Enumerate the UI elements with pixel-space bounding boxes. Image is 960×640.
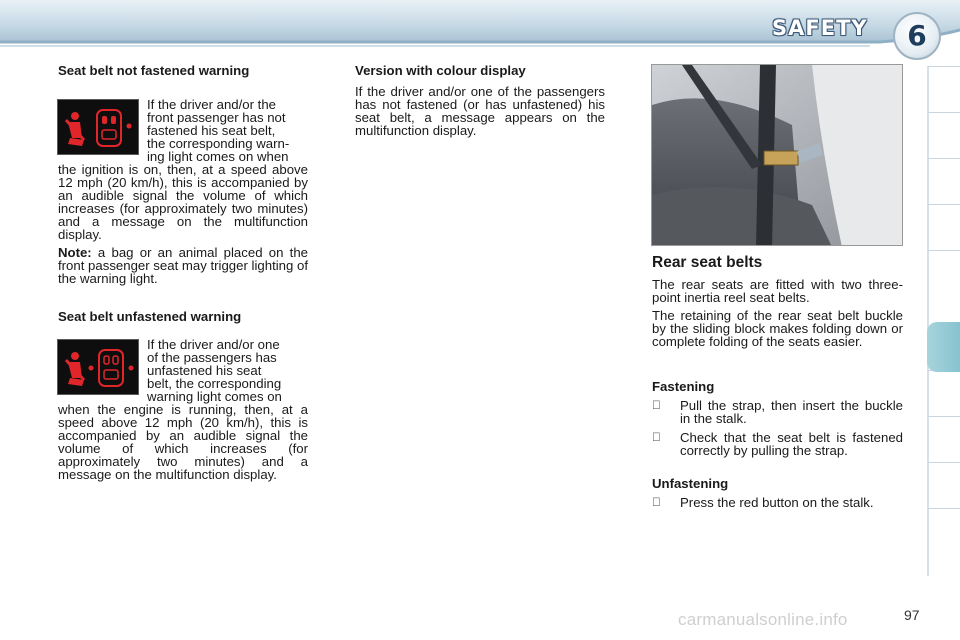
subsection-heading: Fastening — [652, 379, 715, 394]
list-item-text: Pull the strap, then insert the buckle in the stalk. — [680, 398, 903, 426]
watermark: carmanualsonline.info — [678, 610, 848, 629]
chapter-tab[interactable] — [928, 416, 960, 460]
chapter-tab[interactable] — [928, 250, 960, 294]
list-item — [652, 496, 903, 509]
note-label: Note: — [58, 245, 92, 260]
list-item — [652, 431, 903, 457]
intro-line: If the driver and/or the — [147, 97, 277, 112]
chapter-tab[interactable] — [928, 158, 960, 202]
bullet-arrow-icon — [652, 399, 680, 412]
list-item-text: Press the red button on the stalk. — [680, 495, 874, 510]
intro-line: unfastened his seat — [147, 363, 262, 378]
warning-dot — [89, 366, 94, 371]
seatbelt-warning-icon — [66, 352, 84, 386]
chapter-title: SAFETY — [772, 16, 868, 40]
car-seat-outline-icon — [97, 110, 121, 146]
intro-line: the corresponding warn- — [147, 136, 290, 151]
seatbelt-warning-icon — [66, 112, 84, 146]
section-heading: Seat belt unfastened warning — [58, 309, 242, 324]
chapter-tab[interactable] — [928, 204, 960, 248]
chapter-number-badge: 6 — [893, 12, 941, 60]
section1-intro — [147, 98, 309, 163]
body-paragraph: when the engine is running, then, at a speed above 12 mph (20 km/h), this is accompanied by an audible signal the volume of which increases (for approximately two minutes) and a message on the multifunction display. — [58, 402, 308, 482]
section-heading: Seat belt not fastened warning — [58, 63, 250, 78]
car-seat-outline-icon — [99, 350, 123, 386]
body-paragraph: The rear seats are fitted with two three-point inertia reel seat belts. — [652, 277, 903, 305]
note-paragraph — [58, 246, 308, 285]
chapter-tab-active[interactable] — [927, 322, 960, 372]
page-number: 97 — [904, 607, 920, 623]
bullet-arrow-icon — [652, 496, 680, 509]
list-item — [652, 399, 903, 425]
bullet-arrow-icon — [652, 431, 680, 444]
subsection-heading: Unfastening — [652, 476, 729, 491]
section-seatbelt-unfastened — [58, 310, 308, 323]
chapter-tab[interactable] — [928, 370, 960, 414]
warning-dot — [127, 124, 132, 129]
section-colour-display — [355, 64, 605, 137]
intro-line: ing light comes on when — [147, 149, 289, 164]
section1-body — [58, 163, 308, 285]
chapter-tab[interactable] — [928, 112, 960, 156]
intro-line: belt, the corresponding — [147, 376, 282, 391]
section-rear-seat-belts — [652, 256, 903, 509]
chapter-tabs — [928, 66, 960, 576]
intro-line: front passenger has not — [147, 110, 286, 125]
intro-line: If the driver and/or one — [147, 337, 280, 352]
page-header — [0, 0, 960, 58]
intro-line: fastened his seat belt, — [147, 123, 276, 138]
body-paragraph: The retaining of the rear seat belt buckle by the sliding block makes folding down or complete folding of the seats easier. — [652, 308, 903, 349]
warning-dot — [129, 366, 134, 371]
seatbelt-warning-panel — [57, 99, 139, 155]
section-heading: Version with colour display — [355, 63, 526, 78]
list-item-text: Check that the seat belt is fastened correctly by pulling the strap. — [680, 430, 903, 458]
chapter-tab[interactable] — [928, 508, 960, 552]
chapter-tab[interactable] — [928, 462, 960, 506]
section2-body — [58, 403, 308, 481]
intro-line: warning light comes on — [147, 389, 282, 404]
rear-seat-belt-photo — [651, 64, 903, 246]
note-text: a bag or an animal placed on the front passenger seat may trigger lighting of the warning light. — [58, 245, 308, 286]
seatbelt-unfastened-warning-panel — [57, 339, 139, 395]
chapter-tab[interactable] — [928, 66, 960, 110]
intro-line: of the passengers has — [147, 350, 277, 365]
body-paragraph: If the driver and/or one of the passengers has not fastened (or has unfastened) his seat belt, a message appears on the multifunction display. — [355, 84, 605, 138]
body-paragraph: the ignition is on, then, at a speed above 12 mph (20 km/h), this is accompanied by an audible signal the volume of which increases (for approximately two minutes) and a message on the multifunction display. — [58, 162, 308, 242]
section-heading: Rear seat belts — [652, 254, 763, 271]
section-seatbelt-not-fastened — [58, 64, 308, 77]
section2-intro — [147, 338, 309, 403]
